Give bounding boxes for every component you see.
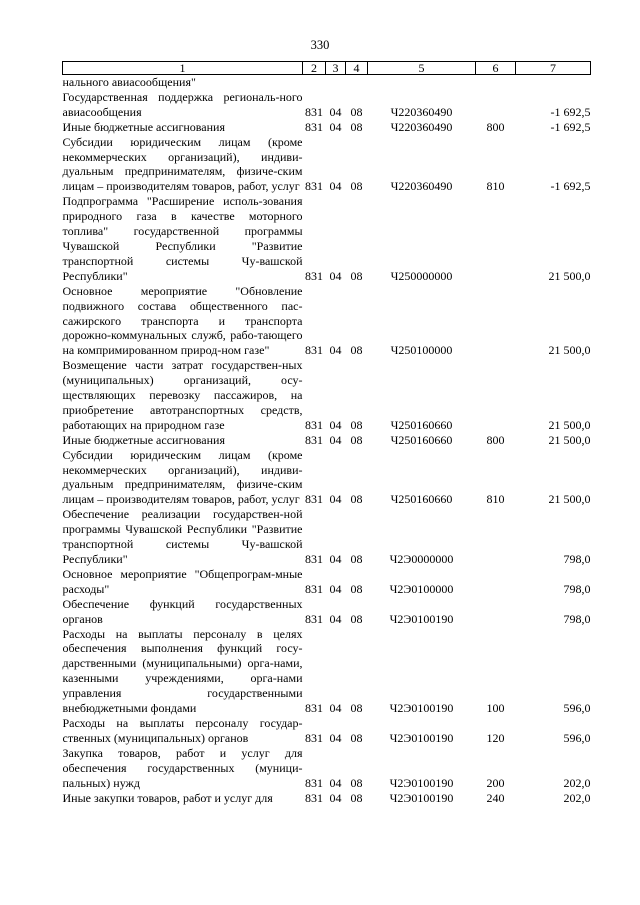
row-vr	[476, 597, 516, 627]
row-pr: 08	[350, 104, 363, 119]
row-ved: 831	[305, 790, 323, 805]
row-ved: 831	[305, 268, 323, 283]
row-pr: 08	[350, 611, 363, 626]
row-vr: 120	[486, 730, 505, 745]
table-row	[63, 507, 591, 567]
row-pr: 08	[350, 492, 363, 507]
row-sum: 202,0	[563, 790, 591, 805]
row-pr: 08	[350, 343, 363, 358]
header-col-2: 2	[303, 62, 326, 75]
row-pr: 08	[350, 119, 363, 134]
header-col-3: 3	[326, 62, 346, 75]
row-rz	[326, 75, 346, 90]
row-rz: 04	[329, 730, 342, 745]
row-sum	[516, 75, 591, 90]
table-row	[63, 597, 591, 627]
row-vr: 810	[486, 492, 505, 507]
row-rz: 04	[329, 343, 342, 358]
row-csr: Ч250000000	[390, 268, 453, 283]
row-csr: Ч250160660	[390, 432, 453, 447]
row-csr: Ч250160660	[390, 492, 453, 507]
row-name: Обеспечение реализации государствен-ной программы Чувашской Республики "Развитие транспортной системы Чу-вашской Республики"	[62, 507, 303, 566]
row-sum: -1 692,5	[550, 119, 591, 134]
row-ved: 831	[305, 581, 323, 596]
table-row	[63, 358, 591, 433]
row-sum: 21 500,0	[548, 343, 591, 358]
row-pr	[346, 75, 368, 90]
row-sum: 798,0	[563, 611, 591, 626]
row-csr: Ч220360490	[390, 104, 453, 119]
budget-table	[62, 61, 591, 805]
row-vr: 800	[486, 432, 505, 447]
row-rz: 04	[329, 611, 342, 626]
row-sum: 596,0	[563, 701, 591, 716]
header-col-5: 5	[368, 62, 476, 75]
row-sum: 21 500,0	[548, 268, 591, 283]
row-name: нального авиасообщения"	[62, 75, 196, 89]
table-row	[63, 75, 591, 90]
row-vr: 810	[486, 179, 505, 194]
row-vr	[476, 567, 516, 597]
row-name: Государственная поддержка региональ-ного авиасообщения	[62, 89, 303, 119]
row-sum: -1 692,5	[550, 179, 591, 194]
row-pr: 08	[350, 432, 363, 447]
row-vr: 240	[486, 790, 505, 805]
row-vr	[476, 507, 516, 567]
row-ved: 831	[305, 492, 323, 507]
row-pr: 08	[350, 417, 363, 432]
row-rz: 04	[329, 492, 342, 507]
header-col-1: 1	[63, 62, 303, 75]
row-vr: 100	[486, 701, 505, 716]
row-ved: 831	[305, 611, 323, 626]
table-row	[63, 90, 591, 120]
row-rz: 04	[329, 119, 342, 134]
table-row	[63, 433, 591, 448]
row-name: Субсидии юридическим лицам (кроме некоммерческих организаций), индиви-дуальным предпринимателям, физиче-ским лицам – производителям товаров, работ, услуг	[62, 447, 303, 507]
header-col-6: 6	[476, 62, 516, 75]
row-name: Закупка товаров, работ и услуг для обеспечения государственных (муници-пальных) нужд	[62, 745, 303, 790]
row-ved: 831	[305, 730, 323, 745]
row-name: Основное мероприятие "Общепрограм-мные расходы"	[62, 566, 303, 596]
row-name: Расходы на выплаты персоналу в целях обеспечения выполнения функций госу-дарственными (муниципальными) орга-нами, казенными учреждениями, орга-нами управления государственными внебюджетными фондами	[62, 626, 303, 716]
row-pr: 08	[350, 552, 363, 566]
row-csr: Ч2Э0100190	[389, 775, 454, 790]
table-row	[63, 567, 591, 597]
row-pr: 08	[350, 730, 363, 745]
row-vr	[476, 284, 516, 359]
row-vr	[476, 90, 516, 120]
row-name: Подпрограмма "Расширение исполь-зования природного газа в качестве моторного топлива" государственной программы Чувашской Республики "Развитие транспортной системы Чу-вашской Республики"	[62, 194, 303, 283]
table-row	[63, 448, 591, 508]
row-rz: 04	[329, 432, 342, 447]
row-sum: 202,0	[563, 775, 591, 790]
row-name: Иные бюджетные ассигнования	[62, 119, 225, 134]
row-vr	[476, 75, 516, 90]
row-csr: Ч2Э0100000	[389, 581, 454, 596]
row-rz: 04	[329, 775, 342, 790]
row-pr: 08	[350, 581, 363, 596]
row-pr: 08	[350, 790, 363, 805]
row-pr: 08	[350, 701, 363, 716]
row-ved: 831	[305, 432, 323, 447]
header-col-4: 4	[346, 62, 368, 75]
row-sum: -1 692,5	[550, 104, 591, 119]
row-rz: 04	[329, 581, 342, 596]
table-row	[63, 627, 591, 716]
row-sum: 596,0	[563, 730, 591, 745]
row-name: Обеспечение функций государственных органов	[62, 596, 303, 626]
row-rz: 04	[329, 179, 342, 194]
row-ved: 831	[305, 775, 323, 790]
row-csr: Ч2Э0000000	[389, 552, 454, 566]
table-row	[63, 746, 591, 791]
table-row	[63, 284, 591, 359]
row-rz: 04	[329, 417, 342, 432]
table-row	[63, 120, 591, 135]
row-rz: 04	[329, 268, 342, 283]
row-sum: 21 500,0	[548, 492, 591, 507]
row-sum: 798,0	[563, 552, 591, 566]
row-ved: 831	[305, 343, 323, 358]
header-row	[63, 62, 591, 75]
row-csr: Ч220360490	[390, 119, 453, 134]
row-pr: 08	[350, 268, 363, 283]
row-pr: 08	[350, 775, 363, 790]
row-vr	[476, 194, 516, 283]
row-name: Субсидии юридическим лицам (кроме некоммерческих организаций), индиви-дуальным предпринимателям, физиче-ским лицам – производителям товаров, работ, услуг	[62, 134, 303, 194]
row-name: Основное мероприятие "Обновление подвижного состава общественного пас-сажирского транспорта и транспорта дорожно-коммунальных служб, рабо-тающего на компримированном природ-ном газе"	[62, 283, 303, 358]
row-csr: Ч2Э0100190	[389, 730, 454, 745]
row-name: Иные бюджетные ассигнования	[62, 432, 225, 447]
row-ved	[303, 75, 326, 90]
table-row	[63, 194, 591, 283]
row-sum: 21 500,0	[548, 432, 591, 447]
row-csr: Ч2Э0100190	[389, 701, 454, 716]
row-ved: 831	[305, 119, 323, 134]
row-csr: Ч250160660	[390, 417, 453, 432]
row-rz: 04	[329, 104, 342, 119]
row-ved: 831	[305, 417, 323, 432]
row-csr: Ч220360490	[390, 179, 453, 194]
table-row	[63, 791, 591, 806]
row-name: Иные закупки товаров, работ и услуг для	[62, 790, 273, 805]
row-ved: 831	[305, 701, 323, 716]
row-pr: 08	[350, 179, 363, 194]
row-rz: 04	[329, 790, 342, 805]
row-csr: Ч2Э0100190	[389, 790, 454, 805]
row-rz: 04	[329, 701, 342, 716]
row-ved: 831	[305, 179, 323, 194]
table-row	[63, 135, 591, 195]
header-col-7: 7	[516, 62, 591, 75]
row-vr: 200	[486, 775, 505, 790]
row-vr: 800	[486, 119, 505, 134]
page-number: 330	[310, 38, 330, 52]
row-vr	[476, 358, 516, 433]
row-ved: 831	[305, 552, 323, 566]
row-rz: 04	[329, 552, 342, 566]
row-csr: Ч250100000	[390, 343, 453, 358]
row-name: Расходы на выплаты персоналу государ-ственных (муниципальных) органов	[62, 715, 303, 745]
row-name: Возмещение части затрат государствен-ных (муниципальных) организаций, осу-ществляющих перевозку пассажиров, на приобретение автотранспортных средств, работающих на природном газе	[62, 358, 303, 432]
row-sum: 21 500,0	[548, 417, 591, 432]
row-sum: 798,0	[563, 581, 591, 596]
table-row	[63, 716, 591, 746]
row-csr	[368, 75, 476, 90]
row-csr: Ч2Э0100190	[389, 611, 454, 626]
row-ved: 831	[305, 104, 323, 119]
